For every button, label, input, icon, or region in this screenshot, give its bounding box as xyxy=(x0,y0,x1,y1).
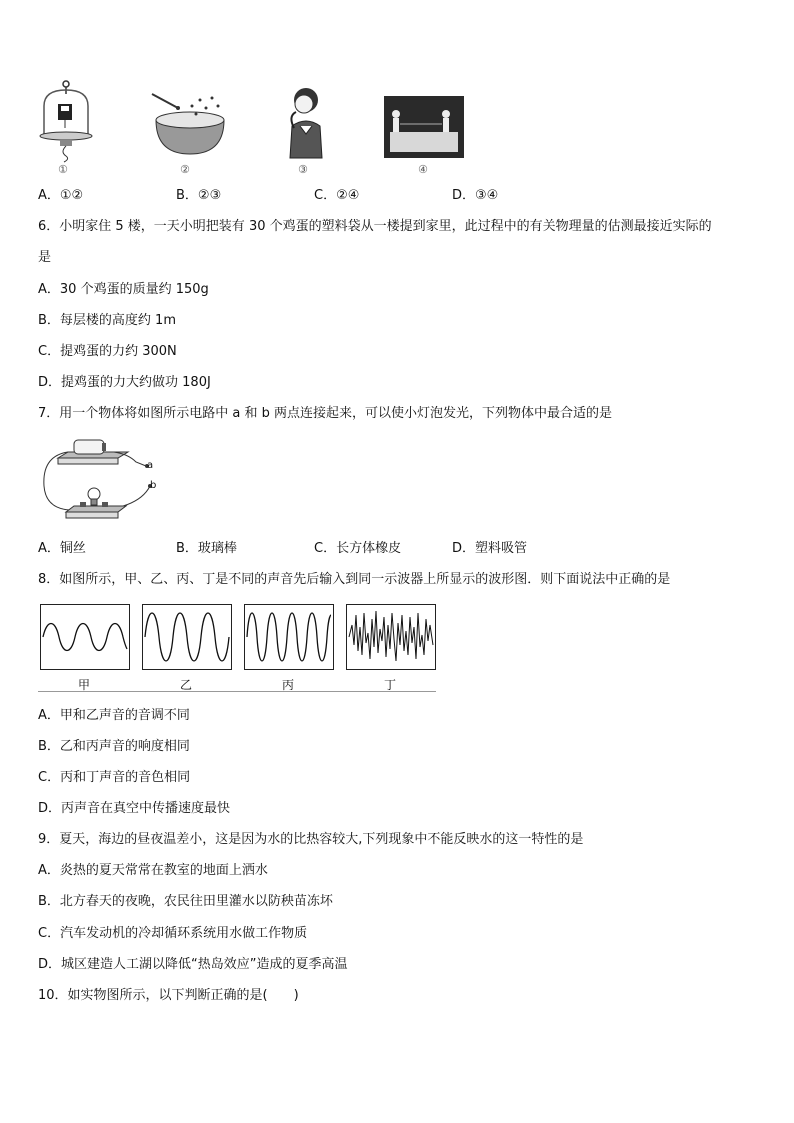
waveform-panel-bing xyxy=(244,604,334,670)
point-b-label: b xyxy=(150,480,157,491)
q5-figure xyxy=(36,76,464,180)
q6-stem-line1: 6．小明家住 5 楼，一天小明把装有 30 个鸡蛋的塑料袋从一楼提到家里，此过程中的有关物理量的估测最接近实际的 xyxy=(38,219,712,234)
bell-jar-image xyxy=(36,76,96,166)
q8-option-d: D．丙声音在真空中传播速度最快 xyxy=(38,801,231,816)
q8-option-a: A．甲和乙声音的音调不同 xyxy=(38,708,190,723)
q5-option-a: A．①② xyxy=(38,188,84,203)
waveform-bing xyxy=(245,605,333,669)
q10-stem: 10．如实物图所示，以下判断正确的是( ) xyxy=(38,988,299,1003)
q5-option-d: D．③④ xyxy=(452,188,499,203)
q7-option-d: D．塑料吸管 xyxy=(452,541,528,556)
q8-waveform-figure xyxy=(38,604,436,692)
waveform-label-ding: 丁 xyxy=(383,678,396,692)
waveform-panel-jia xyxy=(40,604,130,670)
waveform-label-jia: 甲 xyxy=(77,678,90,692)
q9-option-b: B．北方春天的夜晚，农民往田里灌水以防秧苗冻坏 xyxy=(38,894,333,909)
person-image xyxy=(282,86,332,160)
drum-image xyxy=(148,92,232,158)
q7-option-b: B．玻璃棒 xyxy=(176,541,237,556)
q5-option-b: B．②③ xyxy=(176,188,222,203)
q5-option-c: C．②④ xyxy=(314,188,360,203)
q6-option-d: D．提鸡蛋的力大约做功 180J xyxy=(38,375,211,390)
figure-label-4: ④ xyxy=(418,163,428,176)
point-a-label: a xyxy=(147,460,154,471)
q8-option-b: B．乙和丙声音的响度相同 xyxy=(38,739,190,754)
q9-option-a: A．炎热的夏天常常在教室的地面上洒水 xyxy=(38,863,268,878)
q7-circuit-figure xyxy=(38,436,168,526)
figure-label-3: ③ xyxy=(298,163,308,176)
waveform-label-bing: 丙 xyxy=(281,678,294,692)
figure-label-2: ② xyxy=(180,163,190,176)
q6-option-a: A．30 个鸡蛋的质量约 150g xyxy=(38,282,209,297)
lab-scene-image xyxy=(384,96,464,158)
waveform-yi xyxy=(143,605,231,669)
q6-option-c: C．提鸡蛋的力约 300N xyxy=(38,344,177,359)
waveform-label-yi: 乙 xyxy=(179,678,192,692)
waveform-panel-ding xyxy=(346,604,436,670)
q6-option-b: B．每层楼的高度约 1m xyxy=(38,313,176,328)
q8-stem: 8．如图所示，甲、乙、丙、丁是不同的声音先后输入到同一示波器上所显示的波形图．则下面说法中正确的是 xyxy=(38,572,671,587)
q9-stem: 9．夏天，海边的昼夜温差小，这是因为水的比热容较大,下列现象中不能反映水的这一特性的是 xyxy=(38,832,584,847)
q7-stem: 7．用一个物体将如图所示电路中 a 和 b 两点连接起来，可以使小灯泡发光，下列物体中最合适的是 xyxy=(38,406,613,421)
waveform-panel-yi xyxy=(142,604,232,670)
q9-option-c: C．汽车发动机的冷却循环系统用水做工作物质 xyxy=(38,926,308,941)
q9-option-d: D．城区建造人工湖以降低“热岛效应”造成的夏季高温 xyxy=(38,957,348,972)
q7-option-a: A．铜丝 xyxy=(38,541,86,556)
figure-label-1: ① xyxy=(58,163,68,176)
waveform-ding xyxy=(347,605,435,669)
q6-stem-line2: 是 xyxy=(38,250,52,265)
waveform-jia xyxy=(41,605,129,669)
q8-option-c: C．丙和丁声音的音色相同 xyxy=(38,770,191,785)
q7-option-c: C．长方体橡皮 xyxy=(314,541,402,556)
circuit-diagram xyxy=(38,436,168,526)
